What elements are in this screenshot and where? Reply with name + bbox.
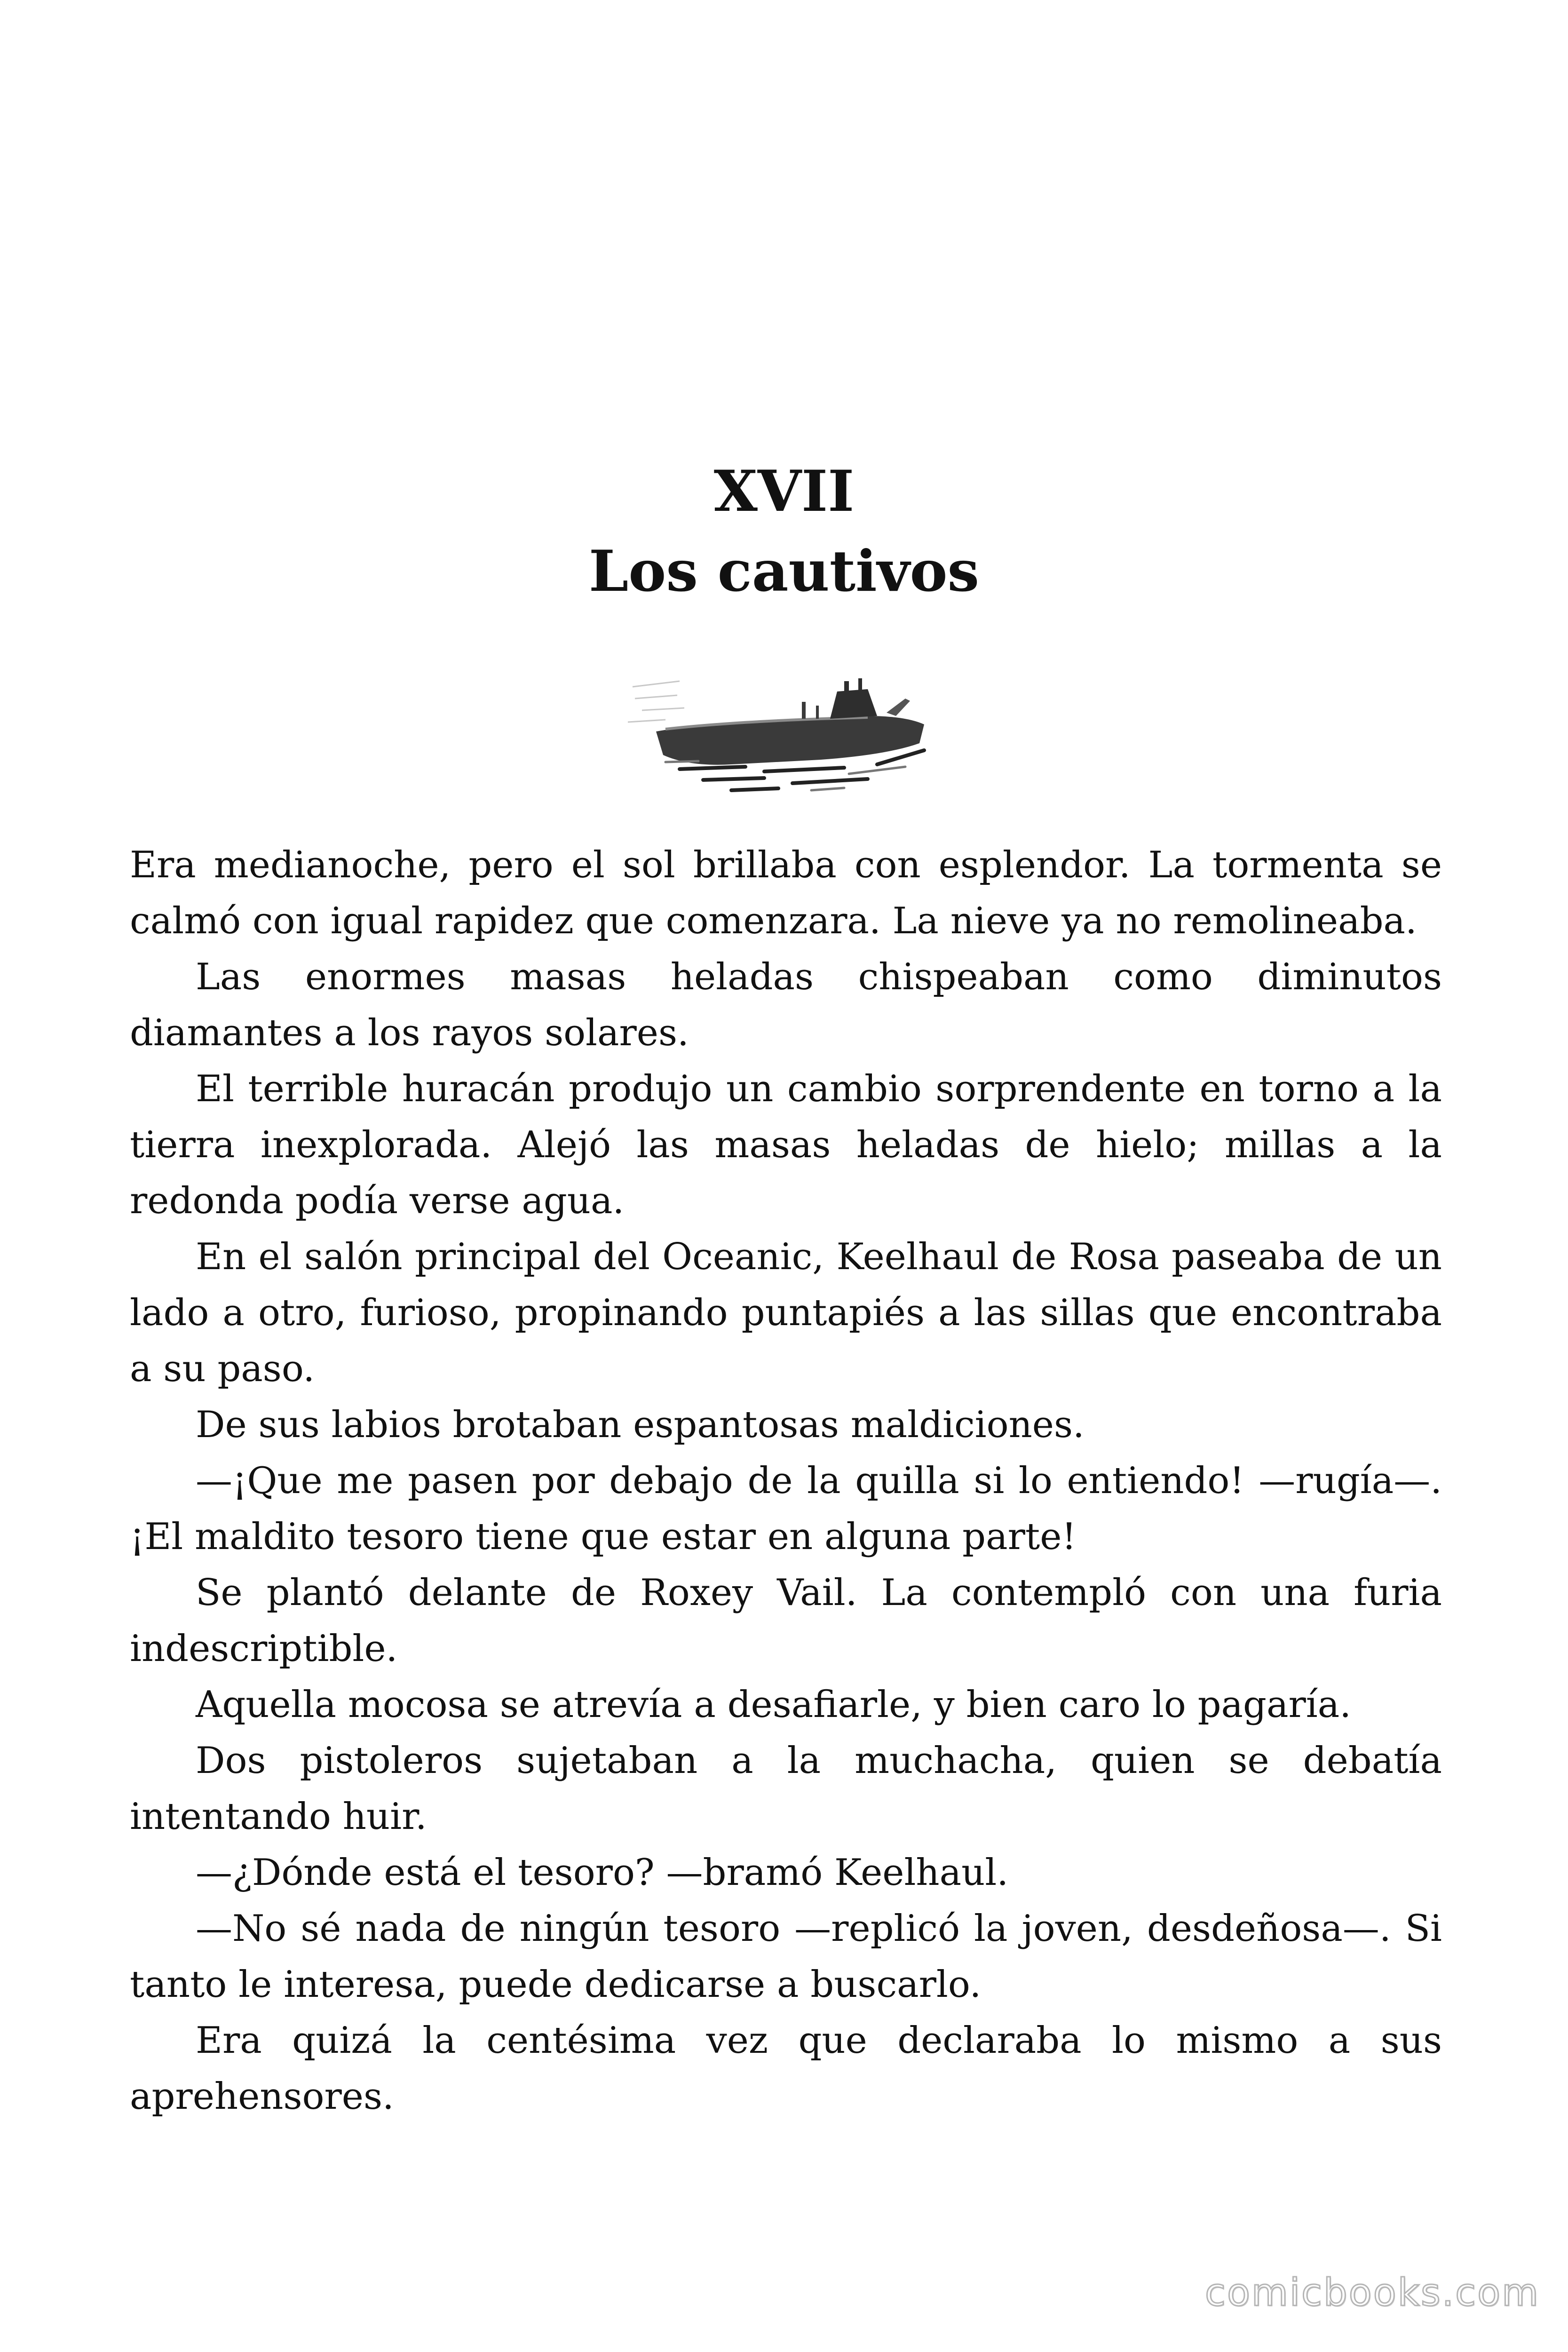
chapter-number: XVII [713,458,855,524]
paragraph: De sus labios brotaban espantosas maldiciones. [196,1404,1085,1446]
chapter-body [130,837,1442,2125]
paragraph: Aquella mocosa se atrevía a desafiarle, y bien caro lo pagaría. [196,1684,1351,1726]
submarine-illustration-icon [623,673,943,797]
paragraph: En el salón principal del Oceanic, Keelhaul de Rosa paseaba de un lado a otro, furioso, propinando puntapiés a las sillas que encontraba a su paso. [130,1236,1442,1390]
chapter-title: Los cautivos [588,538,980,604]
paragraph: Se plantó delante de Roxey Vail. La contempló con una furia indescriptible. [130,1572,1442,1670]
paragraph: —No sé nada de ningún tesoro —replicó la joven, desdeñosa—. Si tanto le interesa, puede dedicarse a buscarlo. [130,1907,1442,2006]
paragraph: El terrible huracán produjo un cambio sorprendente en torno a la tierra inexplorada. Alejó las masas heladas de hielo; millas a la redonda podía verse agua. [130,1068,1442,1222]
paragraph: Era medianoche, pero el sol brillaba con esplendor. La tormenta se calmó con igual rapidez que comenzara. La nieve ya no remolineaba. [130,844,1442,942]
paragraph: Era quizá la centésima vez que declaraba lo mismo a sus aprehensores. [130,2019,1442,2118]
paragraph: Dos pistoleros sujetaban a la muchacha, quien se debatía intentando huir. [130,1740,1442,1838]
paragraph: Las enormes masas heladas chispeaban como diminutos diamantes a los rayos solares. [130,956,1442,1054]
paragraph: —¡Que me pasen por debajo de la quilla si lo entiendo! —rugía—. ¡El maldito tesoro tiene que estar en alguna parte! [130,1460,1442,1558]
watermark: comicbooks.com [1204,2271,1540,2314]
paragraph: —¿Dónde está el tesoro? —bramó Keelhaul. [196,1851,1009,1894]
